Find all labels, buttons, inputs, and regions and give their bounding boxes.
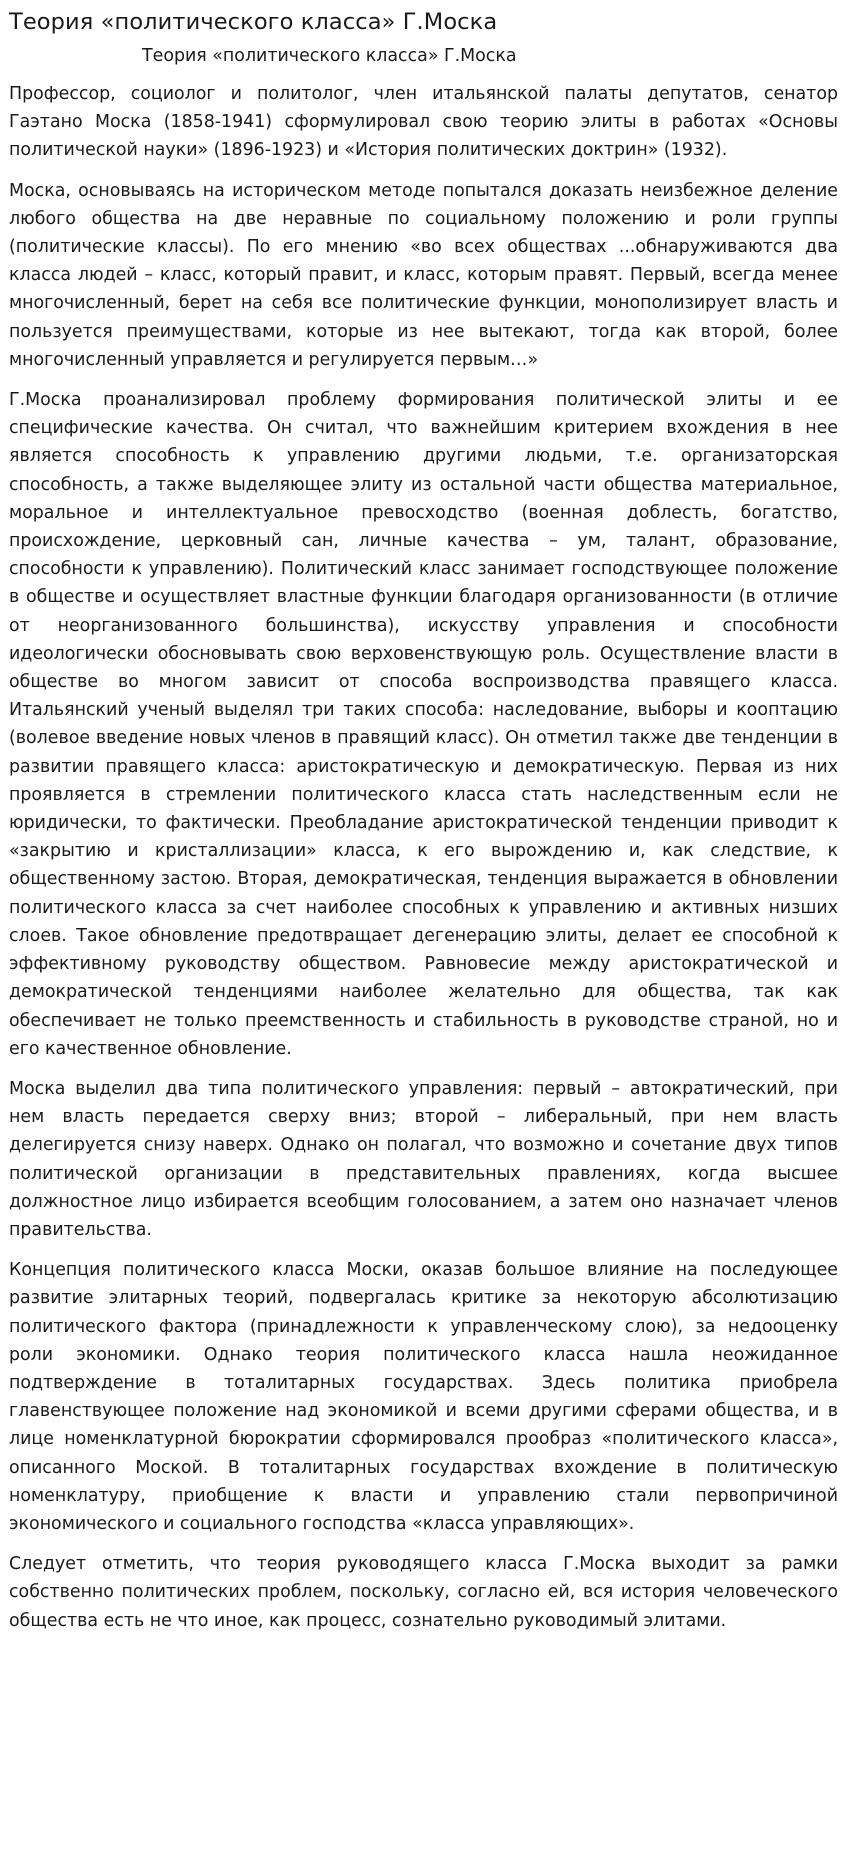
- paragraph-2: Моска, основываясь на историческом методе попытался доказать неизбежное деление любого общества на две неравные по социальному положению и роли группы (политические классы). По его мнению «во всех обществах ...обнаруживаются два класса людей – класс, который правит, и класс, которым правят. Первый, всегда менее многочисленный, берет на себя все политические функции, монополизирует власть и пользуется преимуществами, которые из нее вытекают, тогда как второй, более многочисленный управляется и регулируется первым…»: [9, 180, 838, 370]
- paragraph-5: Концепция политического класса Моски, оказав большое влияние на последующее развитие элитарных теорий, подвергалась критике за некоторую абсолютизацию политического фактора (принадлежности к управленческому слою), за недооценку роли экономики. Однако теория политического класса нашла неожиданное подтверждение в тоталитарных государствах. Здесь политика приобрела главенствующее положение над экономикой и всеми другими сферами общества, и в лице номенклатурной бюрократии сформировался прообраз «политического класса», описанного Моской. В тоталитарных государствах вхождение в политическую номенклатуру, приобщение к власти и управлению стали первопричиной экономического и социального господства «класса управляющих».: [9, 1260, 838, 1534]
- paragraph-1: Профессор, социолог и политолог, член итальянской палаты депутатов, сенатор Гаэтано Моска (1858-1941) сформулировал свою теорию элиты в работах «Основы политической науки» (1896-1923) и «История политических доктрин» (1932).: [9, 84, 838, 161]
- article-subtitle: Теория «политического класса» Г.Моска: [142, 46, 517, 66]
- paragraph-4: Моска выделил два типа политического управления: первый – автократический, при нем власть передается сверху вниз; второй – либеральный, при нем власть делегируется снизу наверх. Однако он полагал, что возможно и сочетание двух типов политической организации в представительных правлениях, когда высшее должностное лицо избирается всеобщим голосованием, а затем оно назначает членов правительства.: [9, 1078, 838, 1240]
- page-title: Теория «политического класса» Г.Моска: [9, 9, 498, 35]
- paragraph-6: Следует отметить, что теория руководящего класса Г.Моска выходит за рамки собственно политических проблем, поскольку, согласно ей, вся история человеческого общества есть не что иное, как процесс, сознательно руководимый элитами.: [9, 1554, 838, 1631]
- paragraph-3: Г.Моска проанализировал проблему формирования политической элиты и ее специфические качества. Он считал, что важнейшим критерием вхождения в нее является способность к управлению другими людьми, т.е. организаторская способность, а также выделяющее элиту из остальной части общества материальное, моральное и интеллектуальное превосходство (военная доблесть, богатство, происхождение, церковный сан, личные качества – ум, талант, образование, способности к управлению). Политический класс занимает господствующее положение в обществе и осуществляет властные функции благодаря организованности (в отличие от неорганизованного большинства), искусству управления и способности идеологически обосновывать свою верховенствующую роль. Осуществление власти в обществе во многом зависит от способа воспроизводства правящего класса. Итальянский ученый выделял три таких способа: наследование, выборы и кооптацию (волевое введение новых членов в правящий класс). Он отметил также две тенденции в развитии правящего класса: аристократическую и демократическую. Первая из них проявляется в стремлении политического класса стать наследственным если не юридически, то фактически. Преобладание аристократической тенденции приводит к «закрытию и кристаллизации» класса, к его вырождению и, как следствие, к общественному застою. Вторая, демократическая, тенденция выражается в обновлении политического класса за счет наиболее способных к управлению и активных низших слоев. Такое обновление предотвращает дегенерацию элиты, делает ее способной к эффективному руководству обществом. Равновесие между аристократической и демократической тенденциями наиболее желательно для общества, так как обеспечивает не только преемственность и стабильность в руководстве страной, но и его качественное обновление.: [9, 390, 838, 1059]
